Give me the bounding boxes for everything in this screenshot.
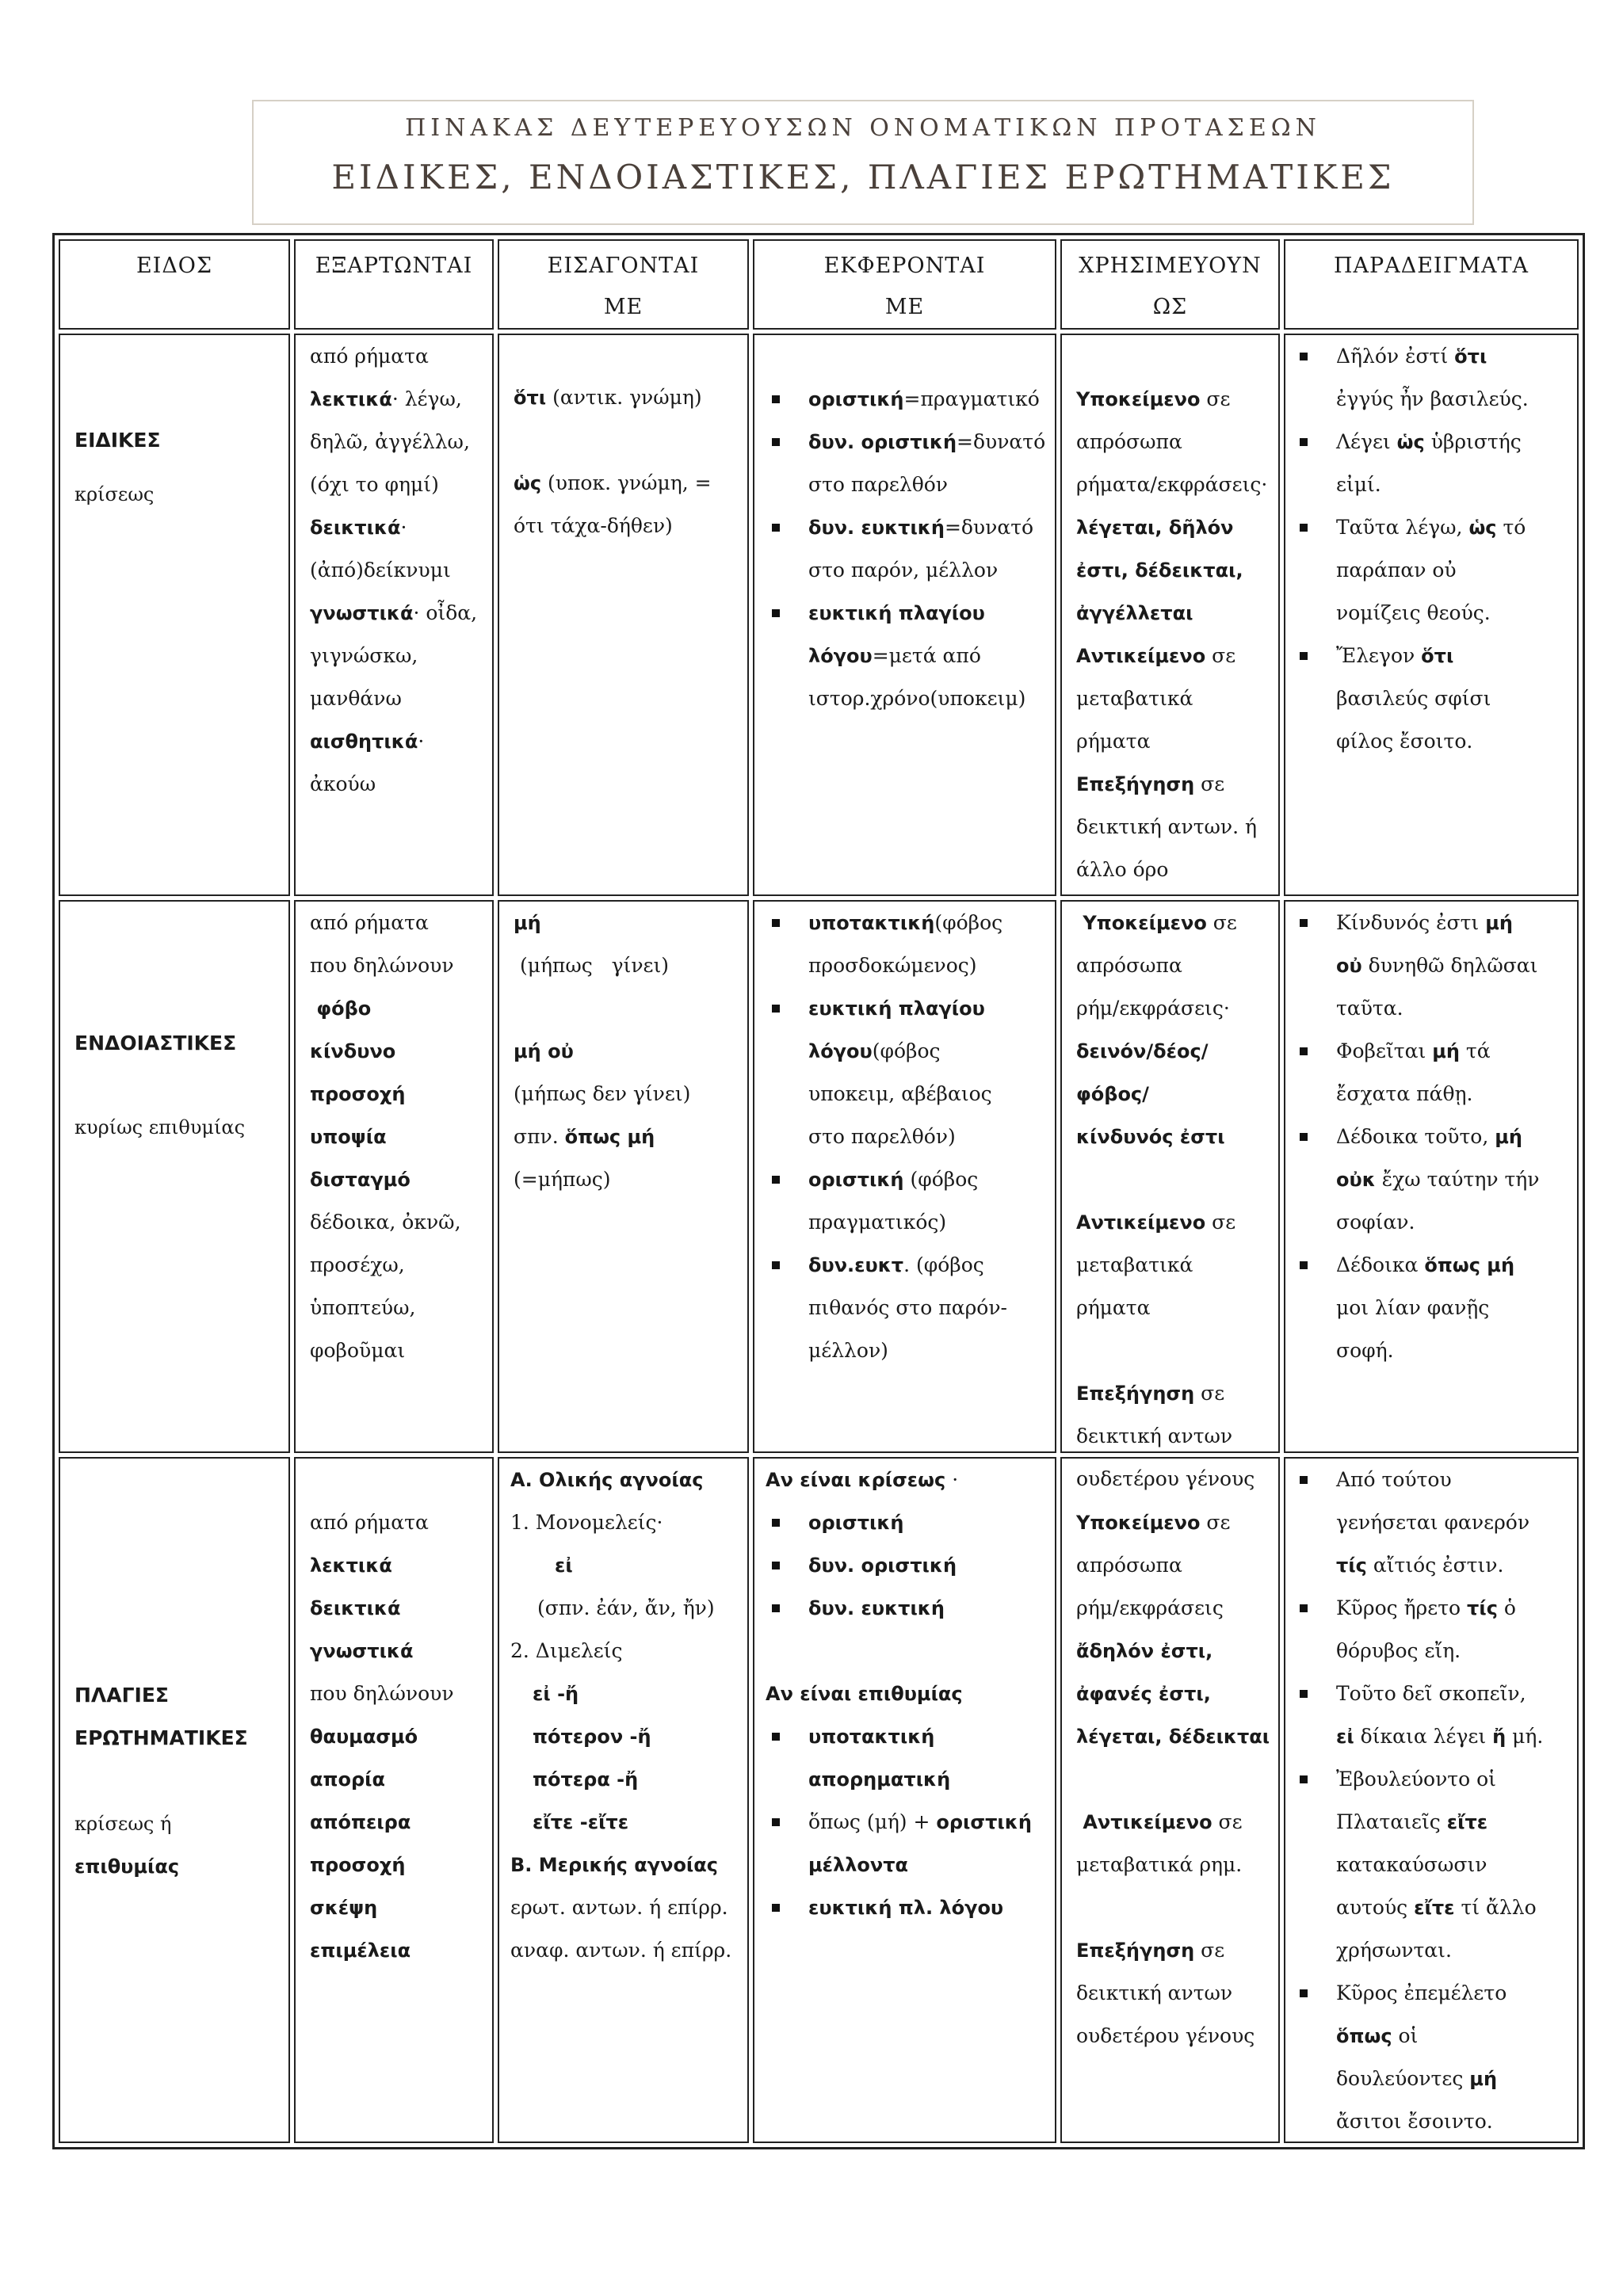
- text-line: λεκτικά· λέγω,: [310, 387, 462, 410]
- type-subtitle: κρίσεως: [74, 483, 155, 505]
- text-line: ρήματα: [1076, 1296, 1151, 1319]
- text-line: 2. Διμελείς: [510, 1639, 623, 1662]
- text-line: ἀκούω: [310, 772, 376, 795]
- text-line: γνωστικά· οἶδα,: [310, 601, 478, 624]
- text-line: δεικτική αντων: [1076, 1981, 1233, 2004]
- text-line: απρόσωπα: [1076, 954, 1182, 977]
- title-line-1: ΠΙΝΑΚΑΣ ΔΕΥΤΕΡΕΥΟΥΣΩΝ ΟΝΟΜΑΤΙΚΩΝ ΠΡΟΤΑΣΕΩΝ: [405, 114, 1321, 142]
- text-line: ερωτ. αντων. ή επίρρ.: [510, 1896, 728, 1919]
- text-line: Επεξήγηση σε: [1076, 1939, 1225, 1962]
- text-line: μή: [514, 912, 541, 934]
- text-line: 1. Μονομελείς·: [510, 1511, 663, 1534]
- text-line: μανθάνω: [310, 687, 402, 710]
- row-endoiastikes-intro: [498, 900, 749, 1453]
- text-line: (όχι το φημί): [310, 473, 439, 496]
- text-line: από ρήματα: [310, 1511, 429, 1534]
- header-label: ΩΣ: [1152, 295, 1188, 319]
- text-line: ὑποπτεύω,: [310, 1296, 416, 1319]
- row-plagies-use: [1060, 1457, 1280, 2143]
- text-line: μεταβατικά ρημ.: [1076, 1853, 1243, 1876]
- header-examples: [1284, 239, 1579, 330]
- title-box: [252, 100, 1474, 225]
- row-eidikes-mood: [753, 334, 1056, 896]
- text-line: δεικτικά·: [310, 516, 407, 539]
- type-title: ΕΝΔΟΙΑΣΤΙΚΕΣ: [74, 1032, 237, 1055]
- text-line: κίνδυνός ἐστι: [1076, 1126, 1225, 1148]
- text-line: ότι τάχα-δήθεν): [514, 514, 673, 537]
- text-line: που δηλώνουν: [310, 954, 454, 977]
- text-line: πότερον -ἤ: [533, 1726, 651, 1748]
- list-item: υποτακτική απορηματική: [762, 1715, 1047, 1801]
- header-label: ΠΑΡΑΔΕΙΓΜΑΤΑ: [1334, 254, 1529, 278]
- title-line-2: ΕΙΔΙΚΕΣ, ΕΝΔΟΙΑΣΤΙΚΕΣ, ΠΛΑΓΙΕΣ ΕΡΩΤΗΜΑΤΙΚΕΣ: [331, 158, 1395, 196]
- text-line: φοβοῦμαι: [310, 1339, 406, 1362]
- text-line: άλλο όρο: [1076, 858, 1169, 881]
- text-line: ρήματα: [1076, 730, 1151, 753]
- row-plagies-intro: [498, 1457, 749, 2143]
- text-line: πότερα -ἤ: [533, 1768, 639, 1791]
- header-label: ΧΡΗΣΙΜΕΥΟΥΝ: [1079, 254, 1262, 278]
- text-line: Επεξήγηση σε: [1076, 1382, 1225, 1405]
- text-line: από ρήματα: [310, 911, 429, 934]
- text-line: από ρήματα: [310, 345, 429, 368]
- header-type: [59, 239, 290, 330]
- text-line: λέγεται, δῆλόν: [1076, 517, 1234, 539]
- header-label: ΕΞΑΡΤΩΝΤΑΙ: [315, 254, 473, 278]
- header-mood: [753, 239, 1056, 330]
- text-line: απόπειρα: [310, 1811, 411, 1833]
- text-line: δηλῶ, ἀγγέλλω,: [310, 430, 470, 453]
- list-item: δυν.ευκτ. (φόβος πιθανός στο παρόν- μέλλον): [762, 1244, 1047, 1372]
- text-line: ρήμ/εκφράσεις·: [1076, 997, 1230, 1020]
- row-eidikes-use: [1060, 334, 1280, 896]
- type-title: ΕΡΩΤΗΜΑΤΙΚΕΣ: [74, 1726, 248, 1749]
- list-item: Δέδοικα τοῦτο, μή οὐκ ἔχω ταύτην τήν σοφίαν.: [1290, 1116, 1569, 1244]
- text-line: Β. Μερικής αγνοίας: [510, 1854, 718, 1876]
- list-item: Ταῦτα λέγω, ὡς τό παράπαν οὐ νομίζεις θεούς.: [1290, 506, 1569, 635]
- row-plagies-mood: [753, 1457, 1056, 2143]
- row-endoiastikes-depend: [294, 900, 494, 1453]
- text-line: ὅτι (αντικ. γνώμη): [514, 386, 702, 409]
- row-plagies-examples: [1284, 1457, 1579, 2143]
- text-line: (=μήπως): [514, 1168, 611, 1191]
- list-item: Κίνδυνός ἐστι μή οὐ δυνηθῶ δηλῶσαι ταῦτα.: [1290, 902, 1569, 1030]
- text-line: απρόσωπα: [1076, 1554, 1182, 1577]
- text-line: ρήμ/εκφράσεις: [1076, 1596, 1224, 1619]
- text-line: ουδετέρου γένους: [1076, 2024, 1255, 2047]
- text-line: ἐστι, δέδεικται,: [1076, 559, 1243, 582]
- row-endoiastikes-use: [1060, 900, 1280, 1490]
- text-line: ἀγγέλλεται: [1076, 602, 1193, 624]
- text-line: (σπν. ἐάν, ἄν, ἤν): [537, 1596, 715, 1619]
- header-label: ΕΙΔΟΣ: [136, 254, 213, 278]
- text-line: θαυμασμό: [310, 1726, 418, 1748]
- list-item: Φοβεῖται μή τά ἔσχατα πάθῃ.: [1290, 1030, 1569, 1116]
- text-line: μεταβατικά: [1076, 687, 1193, 710]
- text-line: μεταβατικά: [1076, 1253, 1193, 1276]
- text-line: λεκτικά: [310, 1554, 392, 1577]
- list-item: Δέδοικα ὅπως μή μοι λίαν φανῇς σοφή.: [1290, 1244, 1569, 1372]
- header-intro: [498, 239, 749, 330]
- text-line: Αντικείμενο σε: [1076, 1810, 1243, 1833]
- text-line: δεικτική αντων: [1076, 1425, 1233, 1447]
- list-item: οριστική (φόβος πραγματικός): [762, 1158, 1047, 1244]
- text-line: υποψία: [310, 1126, 387, 1148]
- text-line: γνωστικά: [310, 1640, 414, 1662]
- row-eidikes-depend: [294, 334, 494, 896]
- text-line: που δηλώνουν: [310, 1682, 454, 1705]
- list-item: Τοῦτο δεῖ σκοπεῖν, εἰ δίκαια λέγει ἤ μή.: [1290, 1672, 1569, 1758]
- list-item: ὅπως (μή) + οριστική μέλλοντα: [762, 1801, 1047, 1886]
- row-endoiastikes-mood: [753, 900, 1056, 1453]
- list-item: Ἔλεγον ὅτι βασιλεύς σφίσι φίλος ἔσοιτο.: [1290, 635, 1569, 763]
- header-label: ΕΙΣΑΓΟΝΤΑΙ: [547, 254, 700, 278]
- list-item: Δῆλόν ἐστί ὅτι ἐγγύς ἦν βασιλεύς.: [1290, 335, 1569, 421]
- text-line: μή οὐ: [514, 1040, 574, 1062]
- type-title: ΕΙΔΙΚΕΣ: [74, 429, 161, 452]
- text-line: (ἀπό)δείκνυμι: [310, 559, 451, 582]
- text-line: αναφ. αντων. ή επίρρ.: [510, 1939, 732, 1962]
- text-line: Αν είναι επιθυμίας: [766, 1683, 963, 1705]
- row-eidikes-type: [59, 334, 290, 896]
- list-item: Από τούτου γενήσεται φανερόν τίς αἴτιός ἐστιν.: [1290, 1459, 1569, 1587]
- text-line: Υποκείμενο σε: [1076, 387, 1231, 410]
- list-item: δυν. οριστική: [762, 1544, 1047, 1587]
- text-line: (μήπως δεν γίνει): [514, 1082, 691, 1105]
- text-line: Επεξήγηση σε: [1076, 772, 1225, 795]
- text-line: επιμέλεια: [310, 1939, 411, 1962]
- text-line: αισθητικά·: [310, 730, 425, 753]
- header-use: [1060, 239, 1280, 330]
- text-line: ουδετέρου γένους: [1076, 1467, 1255, 1490]
- list-item: Ἐβουλεύοντο οἱ Πλαταιεῖς εἴτε κατακαύσωσιν αυτούς εἴτε τί ἄλλο χρήσωνται.: [1290, 1758, 1569, 1972]
- header-label: ΜΕ: [884, 295, 925, 319]
- list-item: υποτακτική(φόβος προσδοκώμενος): [762, 902, 1047, 987]
- list-item: ευκτική πλ. λόγου: [762, 1886, 1047, 1929]
- header-label: ΕΚΦΕΡΟΝΤΑΙ: [823, 254, 986, 278]
- text-line: δεινόν/δέος/φόβος/: [1076, 1040, 1209, 1105]
- text-line: (μήπως γίνει): [514, 954, 670, 977]
- text-line: Αντικείμενο σε: [1076, 1211, 1236, 1234]
- list-item: δυν. οριστική=δυνατό στο παρελθόν: [762, 421, 1047, 506]
- text-line: δισταγμό: [310, 1169, 411, 1191]
- list-item: δυν. ευκτική=δυνατό στο παρόν, μέλλον: [762, 506, 1047, 592]
- text-line: Αντικείμενο σε: [1076, 644, 1236, 667]
- text-line: δεικτικά: [310, 1597, 401, 1619]
- text-line: εἰ -ἤ: [533, 1683, 579, 1705]
- header-depend: [294, 239, 494, 330]
- text-line: σπν. ὅπως μή: [514, 1125, 655, 1148]
- row-eidikes-intro: [498, 334, 749, 896]
- text-line: ἄδηλόν ἐστι,: [1076, 1640, 1213, 1662]
- text-line: προσοχή: [310, 1854, 406, 1876]
- text-line: απορία: [310, 1768, 385, 1791]
- text-line: φόβο: [310, 997, 372, 1020]
- text-line: δεικτική αντων. ή: [1076, 815, 1257, 838]
- text-line: εἴτε -εἴτε: [533, 1811, 629, 1833]
- list-item: οριστική: [762, 1501, 1047, 1544]
- text-line: γιγνώσκω,: [310, 644, 418, 667]
- row-endoiastikes-type: [59, 900, 290, 1453]
- text-line: δέδοικα, ὀκνῶ,: [310, 1211, 461, 1234]
- text-line: σκέψη: [310, 1897, 378, 1919]
- list-item: οριστική=πραγματικό: [762, 378, 1047, 421]
- type-subtitle: επιθυμίας: [74, 1855, 180, 1878]
- list-item: Λέγει ὡς ὑβριστής εἰμί.: [1290, 421, 1569, 506]
- text-line: εἰ: [555, 1554, 573, 1577]
- text-line: λέγεται, δέδεικται: [1076, 1726, 1270, 1748]
- type-title: ΠΛΑΓΙΕΣ: [74, 1684, 170, 1707]
- list-item: ευκτική πλαγίου λόγου=μετά από ιστορ.χρόνο(υποκειμ): [762, 592, 1047, 720]
- row-plagies-type: [59, 1457, 290, 2143]
- text-line: Α. Ολικής αγνοίας: [510, 1469, 704, 1491]
- text-line: Υποκείμενο σε: [1076, 1511, 1231, 1534]
- list-item: δυν. ευκτική: [762, 1587, 1047, 1630]
- text-line: προσοχή: [310, 1083, 406, 1105]
- row-plagies-depend: [294, 1457, 494, 2143]
- list-item: ευκτική πλαγίου λόγου(φόβος υποκειμ, αβέβαιος στο παρελθόν): [762, 987, 1047, 1158]
- type-subtitle: κρίσεως ή: [74, 1813, 172, 1835]
- list-item: Κῦρος ἐπεμέλετο ὅπως οἱ δουλεύοντες μή ἄσιτοι ἔσοιντο.: [1290, 1972, 1569, 2143]
- text-line: ὡς (υποκ. γνώμη, =: [514, 471, 712, 494]
- text-line: κίνδυνο: [310, 1040, 396, 1062]
- row-endoiastikes-examples: [1284, 900, 1579, 1453]
- text-line: απρόσωπα: [1076, 430, 1182, 453]
- text-line: ρήματα/εκφράσεις·: [1076, 473, 1268, 496]
- type-subtitle: κυρίως επιθυμίας: [74, 1116, 246, 1138]
- list-item: Κῦρος ἤρετο τίς ὁ θόρυβος εἴη.: [1290, 1587, 1569, 1672]
- text-line: ἀφανές ἐστι,: [1076, 1683, 1211, 1705]
- text-line: προσέχω,: [310, 1253, 405, 1276]
- header-label: ΜΕ: [603, 295, 643, 319]
- text-line: Αν είναι κρίσεως ·: [766, 1468, 959, 1491]
- row-eidikes-examples: [1284, 334, 1579, 896]
- text-line: Υποκείμενο σε: [1076, 911, 1237, 934]
